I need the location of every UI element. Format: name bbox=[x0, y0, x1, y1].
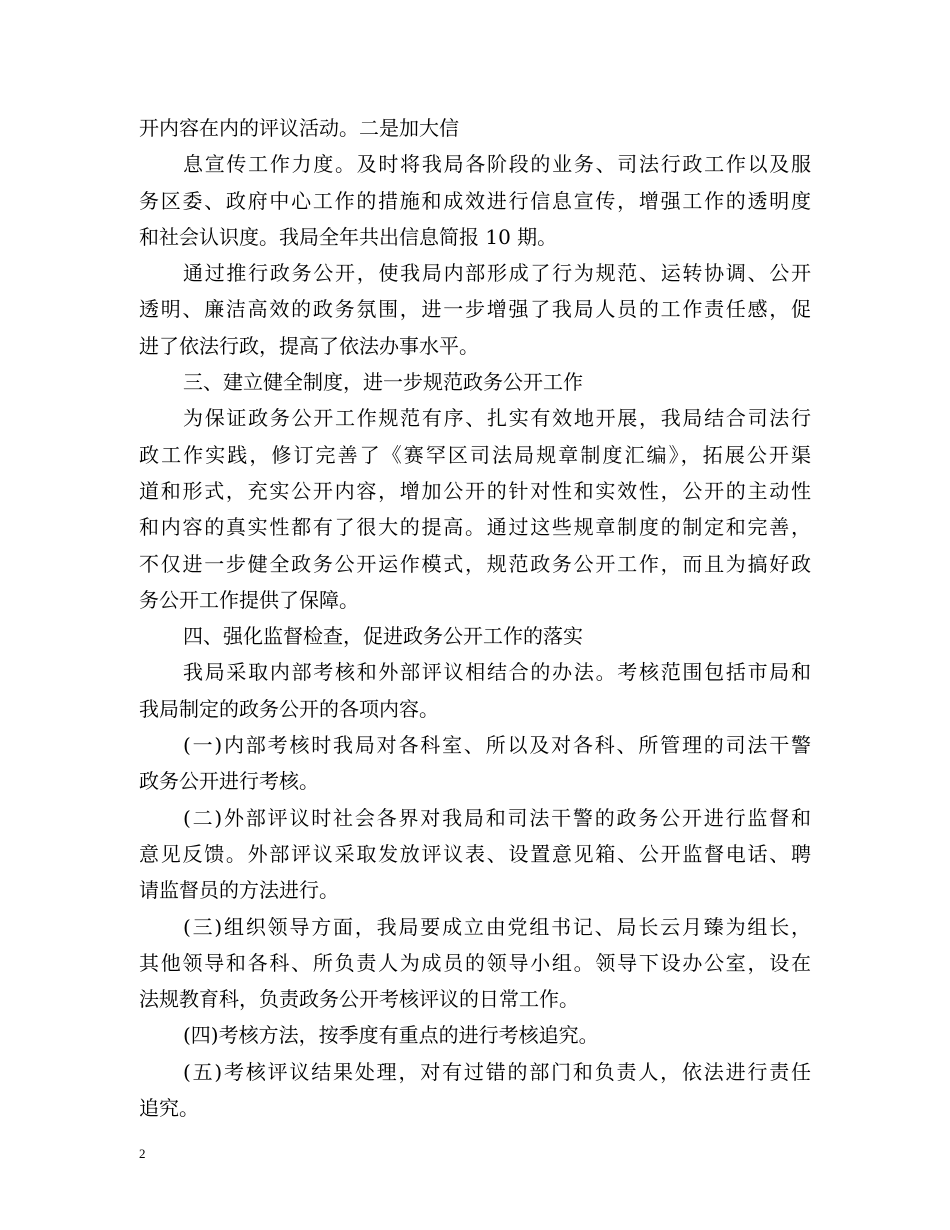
text-line: 不仅进一步健全政务公开运作模式，规范政务公开工作，而且为搞好政 bbox=[139, 551, 811, 576]
text-line: 政务公开进行考核。 bbox=[139, 769, 319, 794]
text-line: 和社会认识度。我局全年共出信息简报 10 期。 bbox=[139, 224, 558, 249]
text-line: 和内容的真实性都有了很大的提高。通过这些规章制度的制定和完善， bbox=[139, 515, 811, 540]
text-line: 为保证政务公开工作规范有序、扎实有效地开展，我局结合司法行 bbox=[183, 406, 811, 431]
text-line: 请监督员的方法进行。 bbox=[139, 878, 339, 903]
text-line: (二)外部评议时社会各界对我局和司法干警的政务公开进行监督和 bbox=[183, 805, 811, 830]
text-line: 政工作实践，修订完善了《赛罕区司法局规章制度汇编》，拓展公开渠 bbox=[139, 442, 811, 467]
text-line: 意见反馈。外部评议采取发放评议表、设置意见箱、公开监督电话、聘 bbox=[139, 841, 811, 866]
text-line: 务区委、政府中心工作的措施和成效进行信息宣传，增强工作的透明度 bbox=[139, 188, 811, 213]
text-line: 透明、廉洁高效的政务氛围，进一步增强了我局人员的工作责任感，促 bbox=[139, 297, 811, 322]
text-line: 通过推行政务公开，使我局内部形成了行为规范、运转协调、公开 bbox=[183, 261, 811, 286]
text-line: 四、强化监督检查，促进政务公开工作的落实 bbox=[183, 624, 583, 649]
text-line: 道和形式，充实公开内容，增加公开的针对性和实效性，公开的主动性 bbox=[139, 478, 811, 503]
text-line: 我局采取内部考核和外部评议相结合的办法。考核范围包括市局和 bbox=[183, 660, 811, 685]
text-line: 其他领导和各科、所负责人为成员的领导小组。领导下设办公室，设在 bbox=[139, 950, 811, 975]
text-line: 进了依法行政，提高了依法办事水平。 bbox=[139, 333, 479, 358]
text-line: 三、建立健全制度，进一步规范政务公开工作 bbox=[183, 370, 583, 395]
text-line: (一)内部考核时我局对各科室、所以及对各科、所管理的司法干警 bbox=[183, 733, 811, 758]
text-line: (五)考核评议结果处理，对有过错的部门和负责人，依法进行责任 bbox=[183, 1059, 811, 1084]
text-line: 我局制定的政务公开的各项内容。 bbox=[139, 696, 439, 721]
text-line: 法规教育科，负责政务公开考核评议的日常工作。 bbox=[139, 987, 579, 1012]
text-line: 开内容在内的评议活动。二是加大信 bbox=[139, 116, 459, 140]
text-line: 息宣传工作力度。及时将我局各阶段的业务、司法行政工作以及服 bbox=[183, 152, 811, 177]
document-body bbox=[139, 110, 811, 1126]
text-line: 追究。 bbox=[139, 1096, 199, 1121]
text-line: (四)考核方法，按季度有重点的进行考核追究。 bbox=[183, 1023, 599, 1048]
page-number: 2 bbox=[139, 1146, 146, 1161]
text-line: 务公开工作提供了保障。 bbox=[139, 587, 359, 612]
text-line: (三)组织领导方面，我局要成立由党组书记、局长云月臻为组长， bbox=[183, 914, 811, 939]
